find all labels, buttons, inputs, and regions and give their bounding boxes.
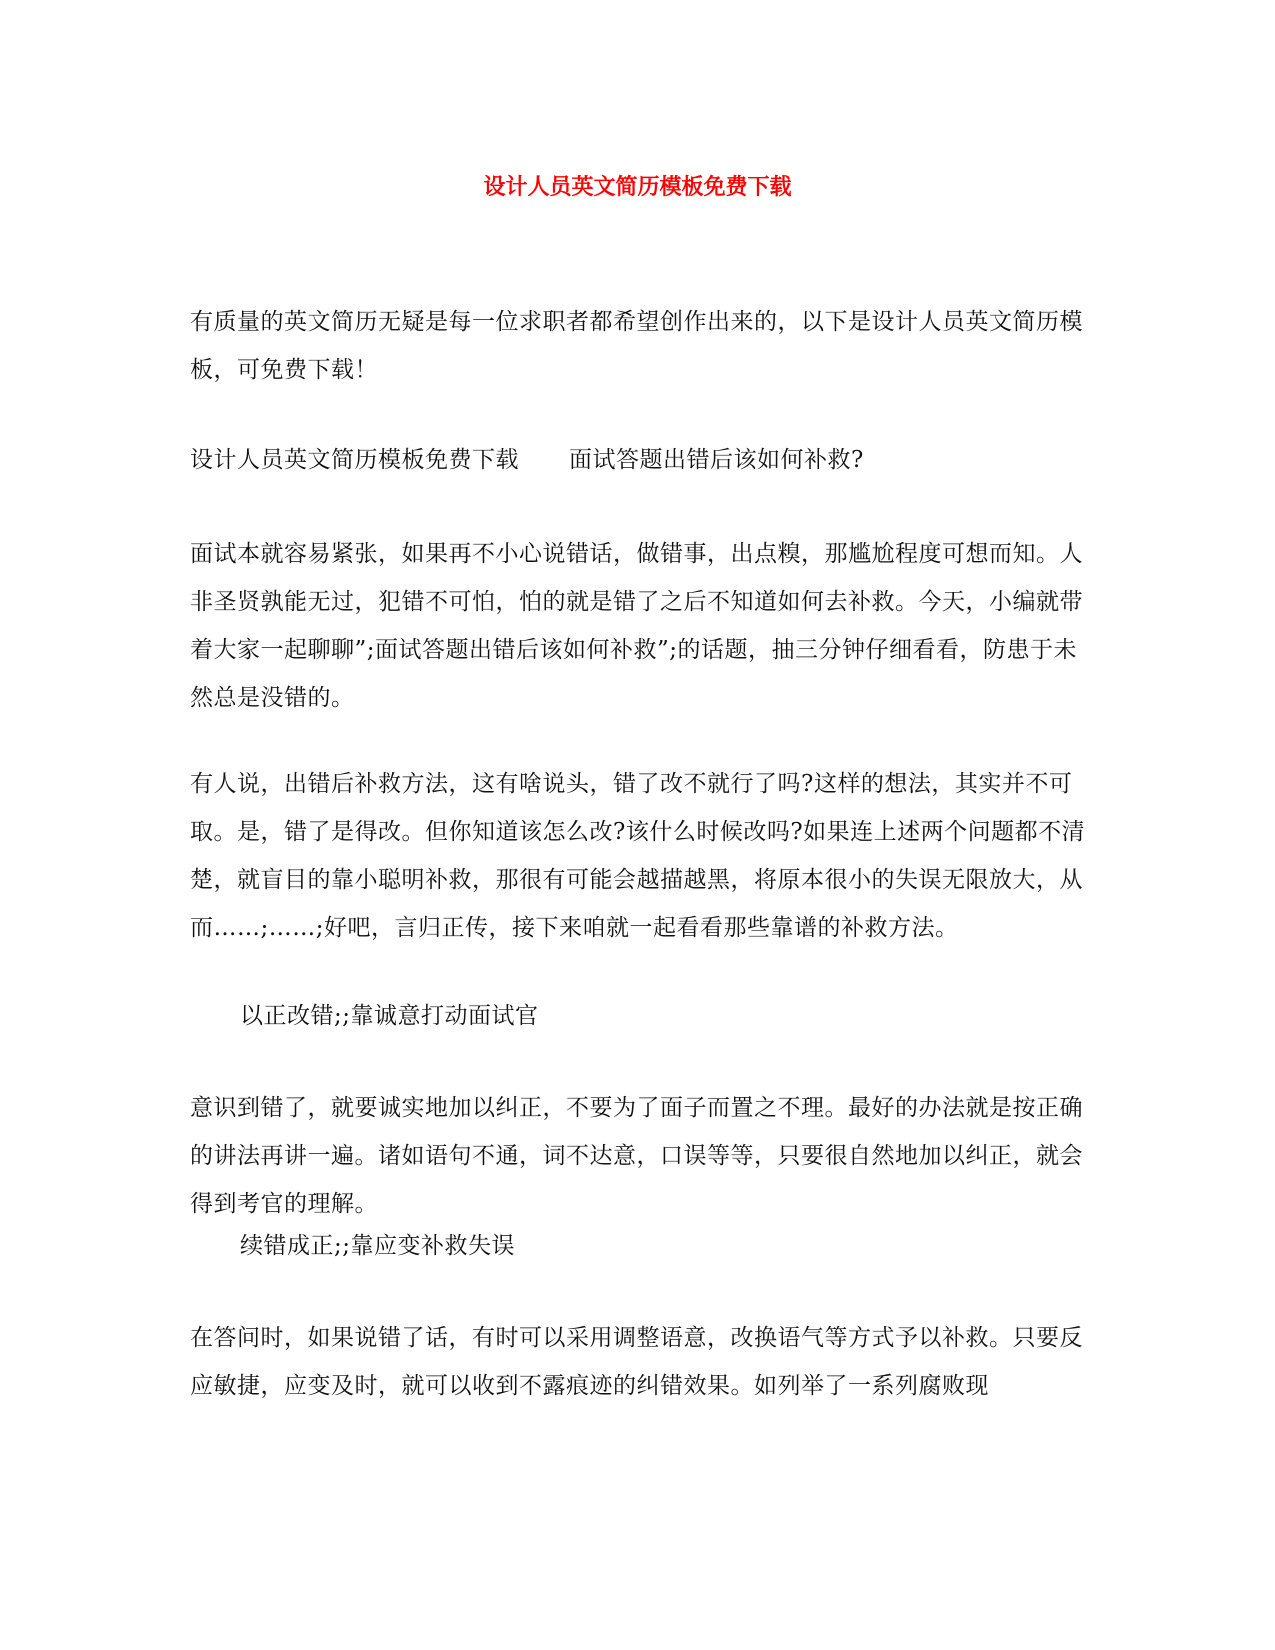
subheading-line — [190, 436, 1090, 484]
intro-paragraph: 有质量的英文简历无疑是每一位求职者都希望创作出来的，以下是设计人员英文简历模板，可免费下载！ — [190, 309, 1083, 383]
section-heading-correct: 以正改错;;靠诚意打动面试官 — [240, 1003, 539, 1029]
subheading-left: 设计人员英文简历模板免费下载 — [190, 447, 519, 473]
section-heading-adapt: 续错成正;;靠应变补救失误 — [240, 1233, 515, 1259]
paragraph-interview-nerves: 面试本就容易紧张，如果再不小心说错话，做错事，出点糗，那尴尬程度可想而知。人非圣贤孰能无过，犯错不可怕，怕的就是错了之后不知道如何去补救。今天，小编就带着大家一起聊聊”;面试答题出错后该如何补救”;的话题，抽三分钟仔细看看，防患于未然总是没错的。 — [190, 541, 1083, 711]
subheading-right: 面试答题出错后该如何补救? — [569, 447, 864, 473]
document-title: 设计人员英文简历模板免费下载 — [483, 174, 792, 200]
paragraph-remedy-methods: 有人说，出错后补救方法，这有啥说头，错了改不就行了吗?这样的想法，其实并不可取。是，错了是得改。但你知道该怎么改?该什么时候改吗?如果连上述两个问题都不清楚，就盲目的靠小聪明补救，那很有可能会越描越黑，将原本很小的失误无限放大，从而……;……;好吧，言归正传，接下来咱就一起看看那些靠谱的补救方法。 — [190, 771, 1086, 941]
paragraph-adapt-remedy: 在答问时，如果说错了话，有时可以采用调整语意，改换语气等方式予以补救。只要反应敏捷，应变及时，就可以收到不露痕迹的纠错效果。如列举了一系列腐败现 — [190, 1325, 1083, 1399]
paragraph-correct-honestly: 意识到错了，就要诚实地加以纠正，不要为了面子而置之不理。最好的办法就是按正确的讲法再讲一遍。诸如语句不通，词不达意，口误等等，只要很自然地加以纠正，就会得到考官的理解。 — [190, 1095, 1083, 1217]
